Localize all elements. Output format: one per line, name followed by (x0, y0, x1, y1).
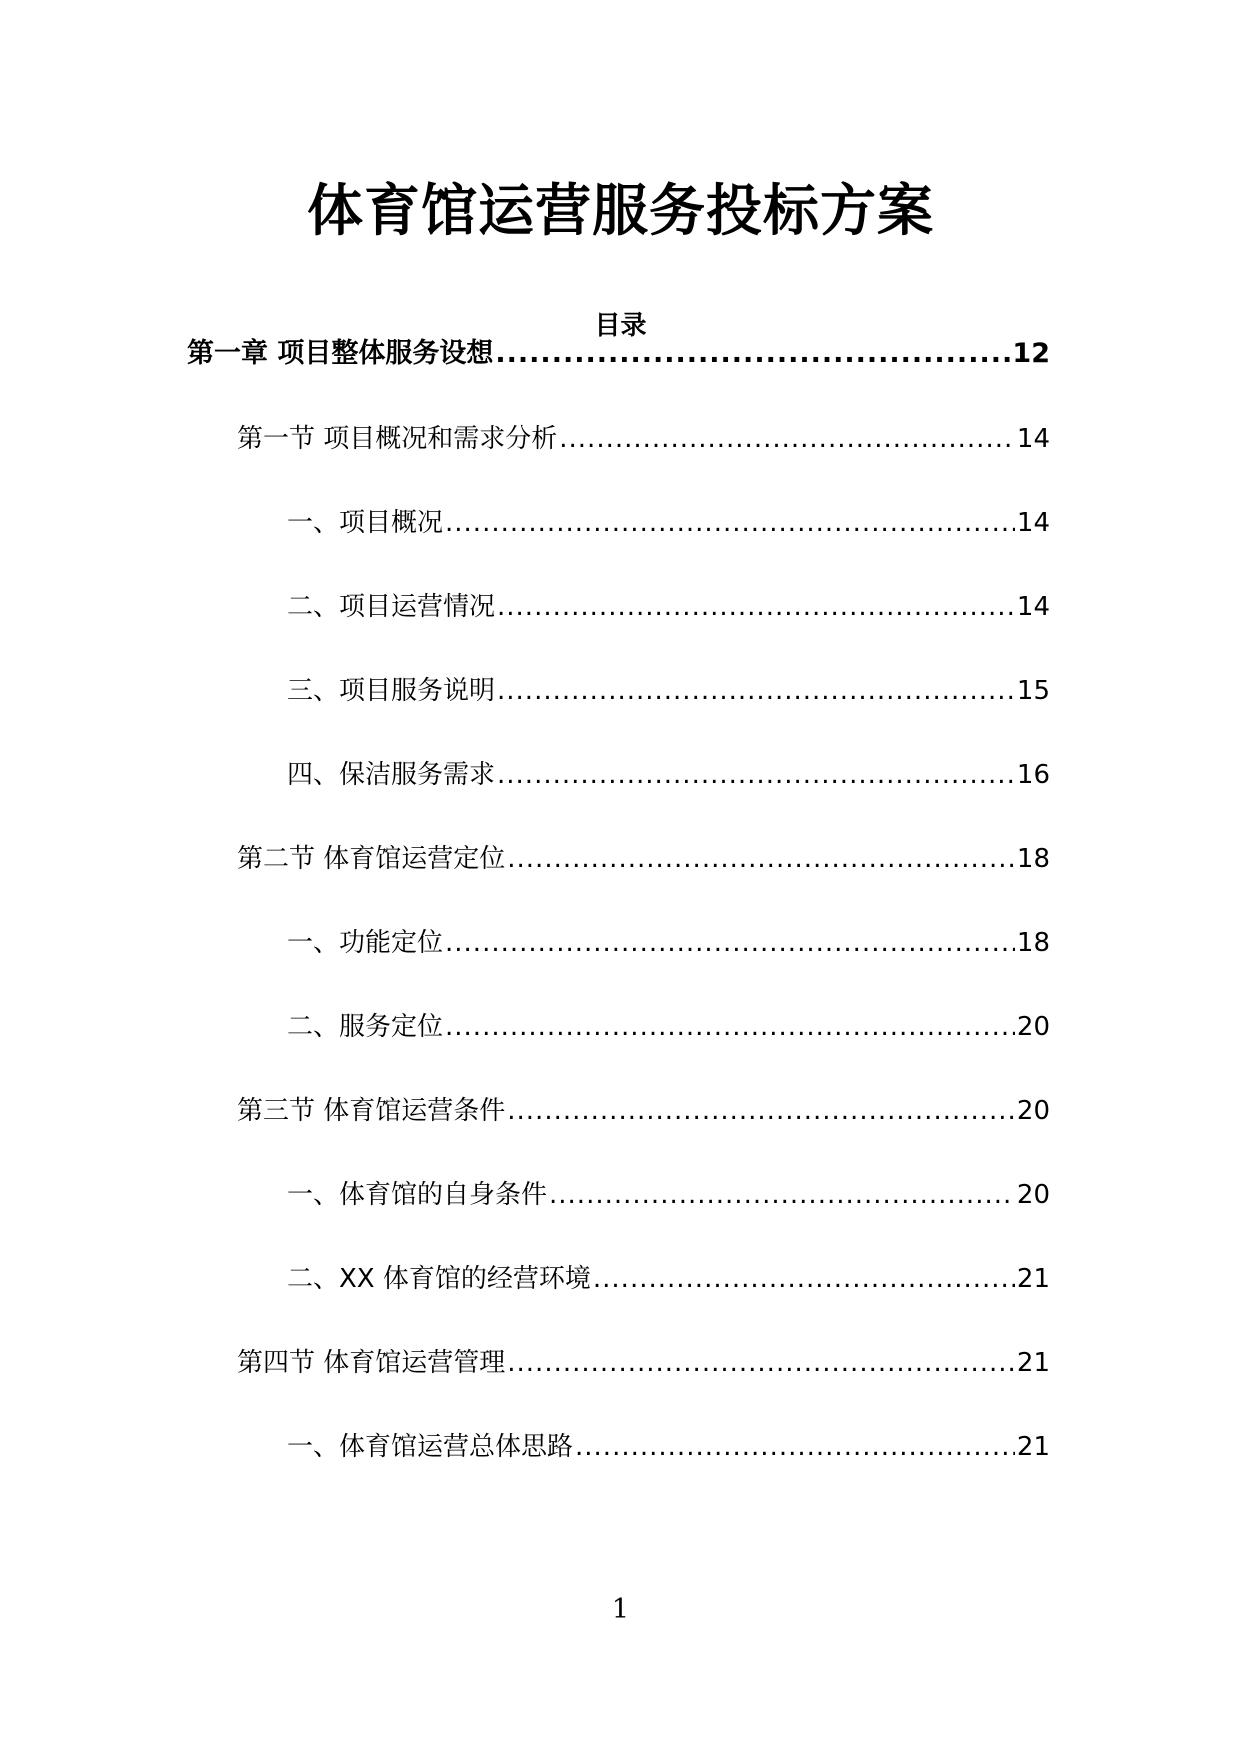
toc-dot-leader (497, 757, 1015, 793)
toc-entry[interactable] (237, 421, 1050, 457)
toc-entry-page: 18 (1016, 844, 1050, 874)
toc-entry[interactable] (287, 1009, 1050, 1045)
toc-dot-leader (445, 505, 1015, 541)
toc-entry[interactable] (287, 1261, 1050, 1297)
toc-entry-page: 12 (1012, 338, 1050, 369)
toc-entry-page: 20 (1016, 1012, 1050, 1042)
toc-entry-page: 16 (1016, 760, 1050, 790)
toc-entry-page: 20 (1016, 1096, 1050, 1126)
page-number: 1 (611, 1594, 630, 1625)
toc-entry-page: 21 (1016, 1432, 1050, 1462)
toc-dot-leader (507, 841, 1015, 877)
toc-dot-leader (445, 925, 1015, 961)
toc-entry-text: 一、体育馆的自身条件 (287, 1180, 548, 1210)
toc-dot-leader (495, 336, 1010, 372)
toc-entry[interactable] (237, 841, 1050, 877)
toc-entry[interactable] (187, 336, 1050, 372)
toc-entry-page: 18 (1016, 928, 1050, 958)
toc-entry-page: 14 (1016, 424, 1050, 454)
toc-entry-text: 二、项目运营情况 (287, 592, 496, 622)
toc-entry-page: 14 (1016, 508, 1050, 538)
toc-dot-leader (559, 421, 1015, 457)
toc-entry-text: 第一章 项目整体服务设想 (187, 338, 494, 369)
toc-heading: 目录 (594, 311, 647, 341)
toc-entry[interactable] (287, 1177, 1050, 1213)
toc-dot-leader (445, 1009, 1015, 1045)
toc-dot-leader (497, 673, 1015, 709)
toc-entry[interactable] (237, 1093, 1050, 1129)
toc-entry[interactable] (287, 505, 1050, 541)
toc-entry[interactable] (287, 589, 1050, 625)
toc-entry-page: 14 (1016, 592, 1050, 622)
toc-entry[interactable] (287, 925, 1050, 961)
toc-entry[interactable] (237, 1345, 1050, 1381)
toc-entry[interactable] (287, 673, 1050, 709)
toc-entry[interactable] (287, 1429, 1050, 1465)
toc-entry-text: 第二节 体育馆运营定位 (237, 844, 506, 874)
toc-entry-text: 一、功能定位 (287, 928, 444, 958)
toc-dot-leader (593, 1261, 1015, 1297)
toc-dot-leader (575, 1429, 1015, 1465)
toc-entry-page: 15 (1016, 676, 1050, 706)
toc-entry-page: 20 (1016, 1180, 1050, 1210)
toc-dot-leader (507, 1093, 1015, 1129)
toc-entry[interactable] (287, 757, 1050, 793)
toc-dot-leader (507, 1345, 1015, 1381)
toc-dot-leader (549, 1177, 1015, 1213)
toc-entry-text: 四、保洁服务需求 (287, 760, 496, 790)
toc-entry-text: 一、体育馆运营总体思路 (287, 1432, 574, 1462)
toc-entry-page: 21 (1016, 1348, 1050, 1378)
toc-entry-text: 三、项目服务说明 (287, 676, 496, 706)
toc-entry-page: 21 (1016, 1264, 1050, 1294)
toc-entry-text: 二、XX 体育馆的经营环境 (287, 1264, 591, 1294)
toc-entry-text: 一、项目概况 (287, 508, 444, 538)
toc-entry-text: 第三节 体育馆运营条件 (237, 1096, 506, 1126)
toc-dot-leader (497, 589, 1015, 625)
document-title: 体育馆运营服务投标方案 (307, 179, 934, 244)
toc-entry-text: 二、服务定位 (287, 1012, 444, 1042)
toc-entry-text: 第一节 项目概况和需求分析 (237, 424, 558, 454)
toc-entry-text: 第四节 体育馆运营管理 (237, 1348, 506, 1378)
